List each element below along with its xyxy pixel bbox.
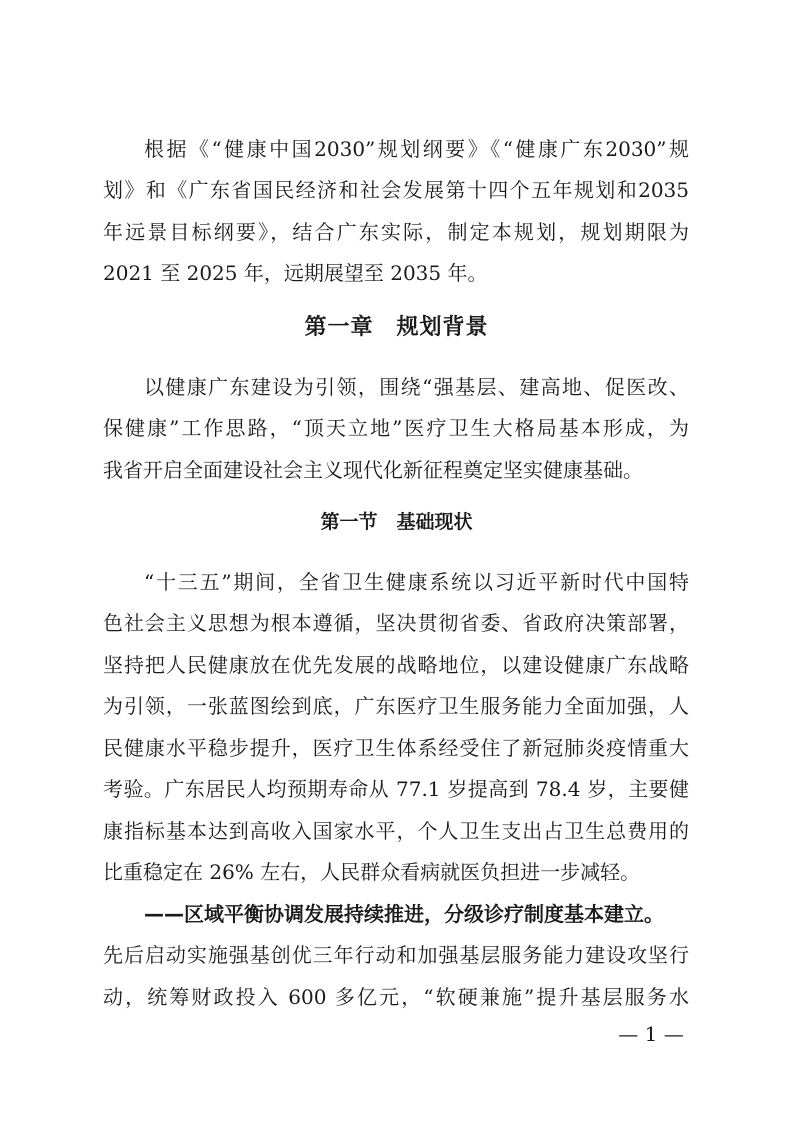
section-line-4: 为引领，一张蓝图绘到底，广东医疗卫生服务能力全面加强，人	[103, 694, 689, 718]
section-line-8: 比重稳定在 26% 左右，人民群众看病就医负担进一步减轻。	[103, 860, 641, 884]
section-bold-line: ——区域平衡协调发展持续推进，分级诊疗制度基本建立。	[144, 902, 664, 926]
section-after-line-2: 动，统筹财政投入 600 多亿元，“软硬兼施”提升基层服务水	[103, 985, 689, 1009]
intro-line-2: 划》和《广东省国民经济和社会发展第十四个五年规划和2035	[103, 178, 689, 202]
intro-line-1: 根据《“健康中国2030”规划纲要》《“健康广东2030”规	[144, 137, 689, 161]
section-line-1: “十三五”期间，全省卫生健康系统以习近平新时代中国特	[144, 570, 689, 594]
intro-line-4: 2021 至 2025 年，远期展望至 2035 年。	[103, 261, 488, 285]
section-line-7: 康指标基本达到高收入国家水平，个人卫生支出占卫生总费用的	[103, 819, 689, 843]
chapter-line-1: 以健康广东建设为引领，围绕“强基层、建高地、促医改、	[144, 375, 689, 399]
section-line-6: 考验。广东居民人均预期寿命从 77.1 岁提高到 78.4 岁，主要健	[103, 777, 689, 801]
section-line-3: 坚持把人民健康放在优先发展的战略地位，以建设健康广东战略	[103, 653, 689, 677]
page-number: — 1 —	[618, 1022, 684, 1046]
chapter-title: 第一章 规划背景	[304, 315, 489, 340]
section-line-2: 色社会主义思想为根本遵循，坚决贯彻省委、省政府决策部署，	[103, 611, 689, 635]
chapter-line-2: 保健康”工作思路，“顶天立地”医疗卫生大格局基本形成，为	[103, 416, 689, 440]
section-after-line-1: 先后启动实施强基创优三年行动和加强基层服务能力建设攻坚行	[103, 943, 689, 967]
section-line-5: 民健康水平稳步提升，医疗卫生体系经受住了新冠肺炎疫情重大	[103, 736, 689, 760]
section-title: 第一节 基础现状	[320, 511, 473, 533]
chapter-line-3: 我省开启全面建设社会主义现代化新征程奠定坚实健康基础。	[103, 458, 643, 482]
intro-line-3: 年远景目标纲要》，结合广东实际，制定本规划，规划期限为	[103, 220, 689, 244]
